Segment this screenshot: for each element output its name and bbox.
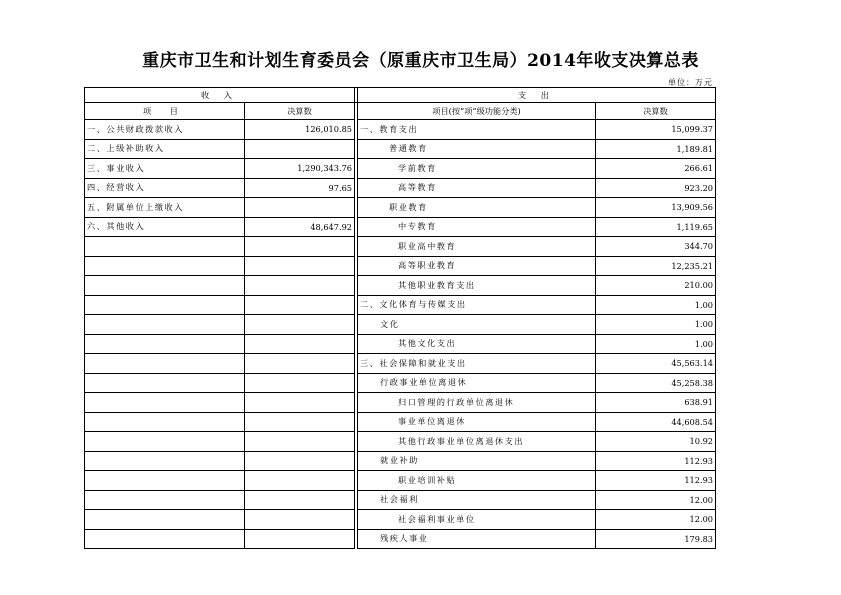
income-amount (245, 256, 355, 276)
table-row (85, 490, 716, 510)
income-item (85, 276, 245, 296)
income-amount (245, 276, 355, 296)
expense-item: 职业培训补贴 (358, 471, 596, 491)
table-row (85, 471, 716, 491)
expense-item: 职业高中教育 (358, 237, 596, 257)
expense-amount: 112.93 (596, 471, 716, 491)
income-amount (245, 334, 355, 354)
income-amount: 1,290,343.76 (245, 159, 355, 179)
expense-item: 学前教育 (358, 159, 596, 179)
expense-item: 高等教育 (358, 178, 596, 198)
expense-header: 支 出 (358, 88, 716, 103)
expense-amount: 12.00 (596, 490, 716, 510)
income-item: 一、公共财政拨款收入 (85, 120, 245, 140)
expense-amount: 13,909.56 (596, 198, 716, 218)
income-amount: 126,010.85 (245, 120, 355, 140)
table-row (85, 354, 716, 374)
table-row (85, 120, 716, 140)
income-amount (245, 315, 355, 335)
table-row (85, 237, 716, 257)
income-item (85, 373, 245, 393)
expense-item: 行政事业单位离退休 (358, 373, 596, 393)
expense-amount: 45,258.38 (596, 373, 716, 393)
income-item (85, 451, 245, 471)
expense-item: 事业单位离退休 (358, 412, 596, 432)
col-amount-header: 决算数 (245, 103, 355, 120)
income-item: 三、事业收入 (85, 159, 245, 179)
expense-item: 文化 (358, 315, 596, 335)
income-amount (245, 471, 355, 491)
expense-item: 一、教育支出 (358, 120, 596, 140)
expense-amount: 44,608.54 (596, 412, 716, 432)
table-row (85, 276, 716, 296)
income-item (85, 237, 245, 257)
table-row (85, 451, 716, 471)
income-item (85, 471, 245, 491)
income-amount (245, 393, 355, 413)
table-row (85, 393, 716, 413)
table-row (85, 178, 716, 198)
income-item (85, 490, 245, 510)
expense-amount: 638.91 (596, 393, 716, 413)
income-item (85, 334, 245, 354)
expense-amount: 344.70 (596, 237, 716, 257)
budget-table (84, 87, 716, 549)
income-item: 四、经营收入 (85, 178, 245, 198)
expense-item: 三、社会保障和就业支出 (358, 354, 596, 374)
expense-item: 普通教育 (358, 139, 596, 159)
income-item: 五、附属单位上缴收入 (85, 198, 245, 218)
income-item: 二、上级补助收入 (85, 139, 245, 159)
expense-item: 高等职业教育 (358, 256, 596, 276)
unit-label: 单位：万元 (668, 78, 713, 87)
expense-amount: 15,099.37 (596, 120, 716, 140)
expense-amount: 1.00 (596, 315, 716, 335)
expense-item: 中专教育 (358, 217, 596, 237)
income-amount (245, 295, 355, 315)
table-row (85, 412, 716, 432)
expense-amount: 45,563.14 (596, 354, 716, 374)
income-item: 六、其他收入 (85, 217, 245, 237)
income-amount (245, 412, 355, 432)
expense-item: 社会福利 (358, 490, 596, 510)
expense-amount: 1,189.81 (596, 139, 716, 159)
income-header: 收 入 (85, 88, 355, 103)
table-row (85, 432, 716, 452)
income-amount (245, 237, 355, 257)
table-row (85, 256, 716, 276)
table-row (85, 198, 716, 218)
income-item (85, 510, 245, 530)
table-row (85, 529, 716, 549)
income-item (85, 256, 245, 276)
table-row (85, 217, 716, 237)
expense-amount: 179.83 (596, 529, 716, 549)
expense-amount: 210.00 (596, 276, 716, 296)
expense-amount: 266.61 (596, 159, 716, 179)
income-item (85, 529, 245, 549)
col-expense-amount-header: 决算数 (596, 103, 716, 120)
income-amount (245, 510, 355, 530)
expense-amount: 1,119.65 (596, 217, 716, 237)
table-row (85, 315, 716, 335)
table-row (85, 373, 716, 393)
expense-amount: 12,235.21 (596, 256, 716, 276)
income-amount (245, 451, 355, 471)
expense-amount: 10.92 (596, 432, 716, 452)
expense-item: 归口管理的行政单位离退休 (358, 393, 596, 413)
col-expense-item-header: 项目(按“项”级功能分类) (358, 103, 596, 120)
income-item (85, 412, 245, 432)
income-amount: 97.65 (245, 178, 355, 198)
expense-item: 残疾人事业 (358, 529, 596, 549)
table-row (85, 139, 716, 159)
expense-amount: 923.20 (596, 178, 716, 198)
expense-item: 就业补助 (358, 451, 596, 471)
income-amount (245, 373, 355, 393)
income-amount (245, 139, 355, 159)
col-item-header: 项 目 (85, 103, 245, 120)
income-amount (245, 490, 355, 510)
expense-amount: 1.00 (596, 334, 716, 354)
expense-amount: 1.00 (596, 295, 716, 315)
income-item (85, 393, 245, 413)
income-amount (245, 198, 355, 218)
table-row (85, 510, 716, 530)
expense-item: 其他行政事业单位离退休支出 (358, 432, 596, 452)
expense-item: 其他文化支出 (358, 334, 596, 354)
table-row (85, 159, 716, 179)
income-amount (245, 529, 355, 549)
income-amount (245, 432, 355, 452)
income-item (85, 295, 245, 315)
income-amount (245, 354, 355, 374)
expense-item: 二、文化体育与传媒支出 (358, 295, 596, 315)
income-item (85, 354, 245, 374)
expense-amount: 12.00 (596, 510, 716, 530)
page-title: 重庆市卫生和计划生育委员会（原重庆市卫生局）2014年收支决算总表 (142, 51, 699, 71)
income-amount: 48,647.92 (245, 217, 355, 237)
table-row (85, 334, 716, 354)
expense-amount: 112.93 (596, 451, 716, 471)
income-item (85, 315, 245, 335)
table-row (85, 295, 716, 315)
expense-item: 职业教育 (358, 198, 596, 218)
expense-item: 其他职业教育支出 (358, 276, 596, 296)
expense-item: 社会福利事业单位 (358, 510, 596, 530)
income-item (85, 432, 245, 452)
